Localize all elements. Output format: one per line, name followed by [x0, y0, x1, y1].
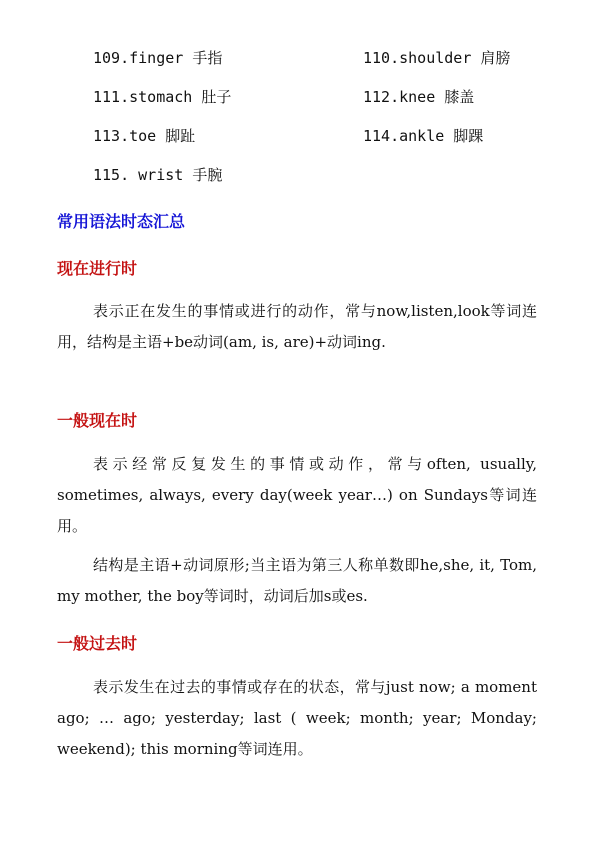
- heading-simple-present: 一般现在时: [57, 411, 138, 430]
- paragraph-simple-present-structure: 结构是主语+动词原形;当主语为第三人称单数即he,she, it, Tom, my mother, the boy等词时，动词后加s或es.: [57, 556, 537, 605]
- paragraph-present-continuous: 表示正在发生的事情或进行的动作，常与now,listen,look等词连用，结构是主语+be动词(am, is, are)+动词ing.: [57, 302, 537, 351]
- heading-simple-past: 一般过去时: [57, 634, 138, 653]
- vocab-item: 112.knee 膝盖: [363, 88, 475, 106]
- vocab-item: 115. wrist 手腕: [93, 166, 223, 184]
- vocab-item: 114.ankle 脚踝: [363, 127, 484, 145]
- vocab-item: 111.stomach 肚子: [93, 88, 232, 106]
- vocab-item: 109.finger 手指: [93, 49, 223, 67]
- paragraph-simple-past: 表示发生在过去的事情或存在的状态，常与just now; a moment ago; … ago; yesterday; last ( week; month; year; Monday; weekend); this morning等词连用。: [57, 678, 537, 758]
- section-title: 常用语法时态汇总: [57, 212, 186, 231]
- heading-present-continuous: 现在进行时: [57, 259, 138, 278]
- vocab-item: 110.shoulder 肩膀: [363, 49, 511, 67]
- paragraph-simple-present-usage: 表示经常反复发生的事情或动作，常与often, usually, sometimes, always, every day(week year…) on Sundays等词连用。: [57, 455, 537, 535]
- vocab-item: 113.toe 脚趾: [93, 127, 196, 145]
